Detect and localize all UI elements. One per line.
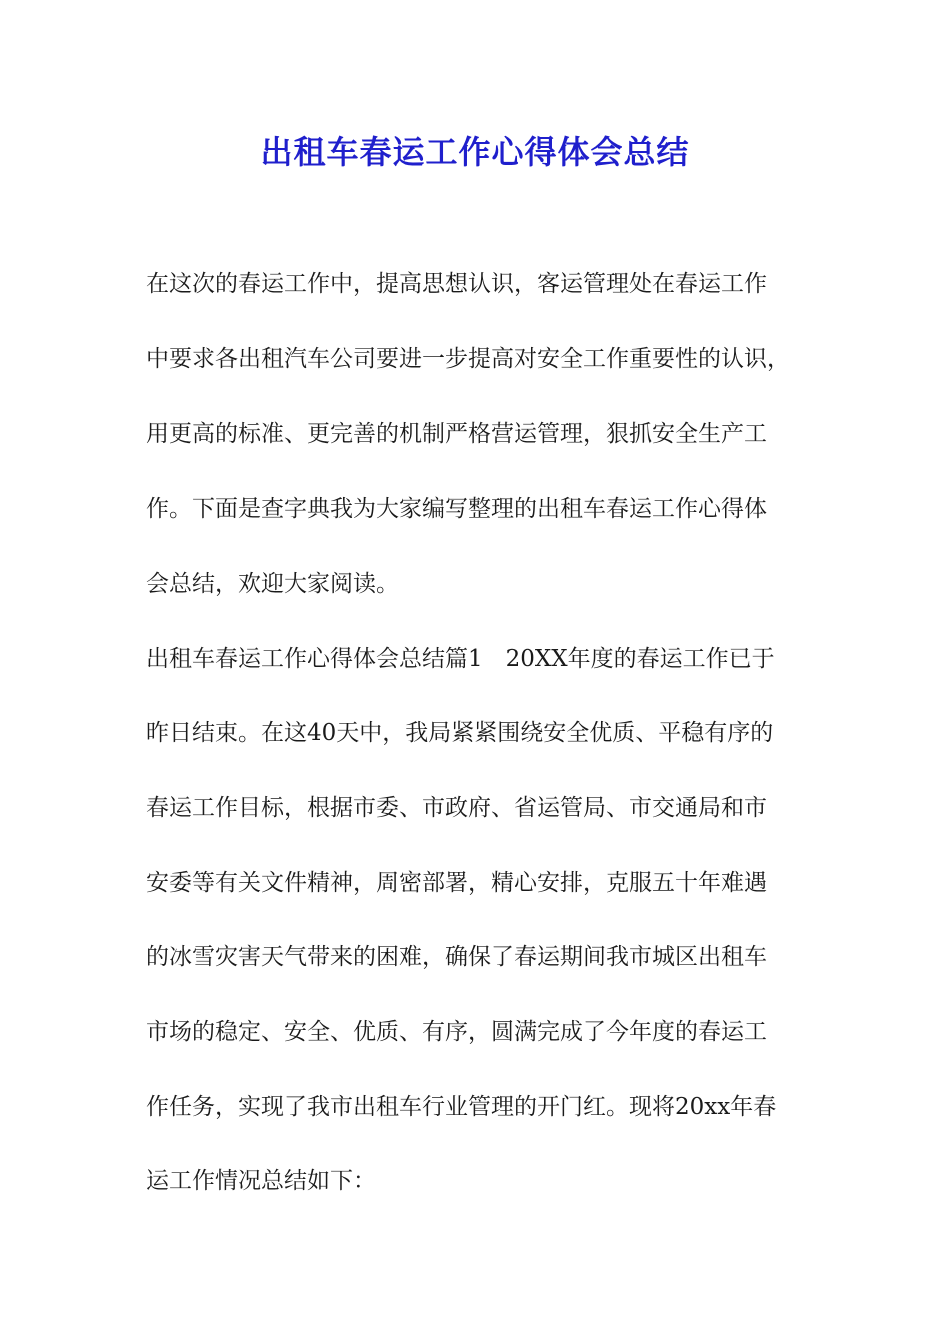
paragraph-line: 出租车春运工作心得体会总结篇1 20XX年度的春运工作已于 xyxy=(146,646,775,672)
document-title: 出租车春运工作心得体会总结 xyxy=(260,133,690,171)
paragraph-line: 作。下面是查字典我为大家编写整理的出租车春运工作心得体 xyxy=(146,496,767,522)
paragraph-line: 中要求各出租汽车公司要进一步提高对安全工作重要性的认识， xyxy=(146,346,790,372)
paragraph-line: 会总结，欢迎大家阅读。 xyxy=(146,571,399,597)
paragraph-line: 的冰雪灾害天气带来的困难，确保了春运期间我市城区出租车 xyxy=(146,944,767,970)
paragraph-line: 运工作情况总结如下： xyxy=(146,1168,376,1194)
paragraph-line: 春运工作目标，根据市委、市政府、省运管局、市交通局和市 xyxy=(146,795,767,821)
paragraph-line: 市场的稳定、安全、优质、有序，圆满完成了今年度的春运工 xyxy=(146,1019,767,1045)
paragraph-line: 用更高的标准、更完善的机制严格营运管理，狠抓安全生产工 xyxy=(146,421,767,447)
paragraph-line: 昨日结束。在这40天中，我局紧紧围绕安全优质、平稳有序的 xyxy=(146,720,774,746)
paragraph-line: 安委等有关文件精神，周密部署，精心安排，克服五十年难遇 xyxy=(146,870,767,896)
paragraph-line: 在这次的春运工作中，提高思想认识，客运管理处在春运工作 xyxy=(146,271,767,297)
paragraph-line: 作任务，实现了我市出租车行业管理的开门红。现将20xx年春 xyxy=(146,1094,777,1120)
